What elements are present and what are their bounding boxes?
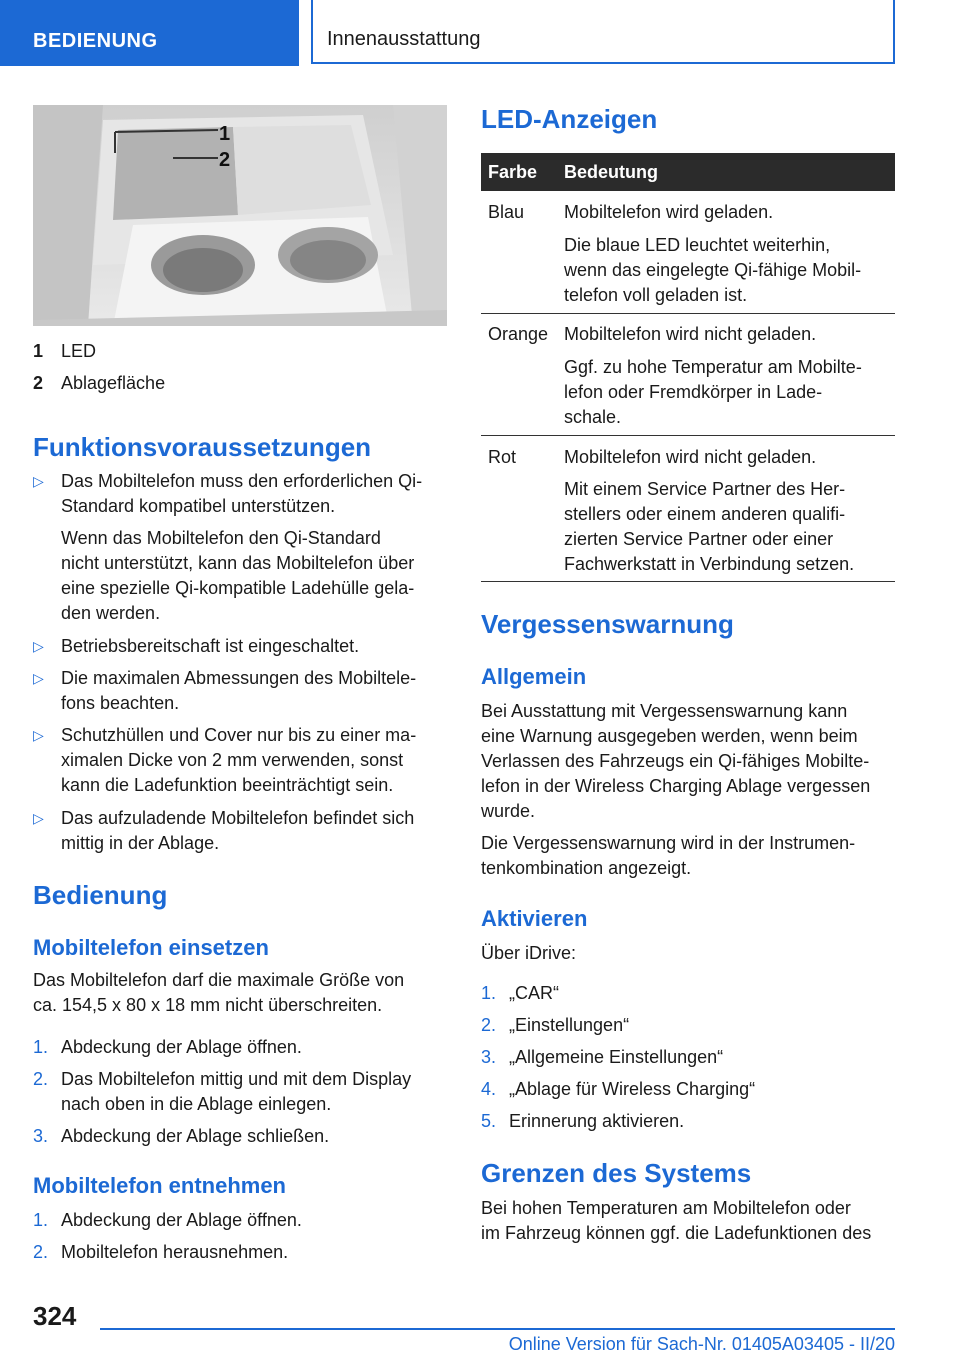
console-illustration xyxy=(33,105,447,326)
heading-mobiltelefon-einsetzen: Mobiltelefon einsetzen xyxy=(33,935,269,960)
page-number: 324 xyxy=(33,1301,77,1331)
triangle-bullet-icon: ▷ xyxy=(33,638,44,654)
col-header-farbe: Farbe xyxy=(488,162,538,182)
triangle-bullet-icon: ▷ xyxy=(33,810,44,826)
legend-num-2: 2 xyxy=(33,373,44,393)
table-divider xyxy=(481,435,895,436)
chapter-title: Innenausstattung xyxy=(311,0,895,64)
heading-funktionsvoraussetzungen: Funktionsvoraussetzungen xyxy=(33,432,372,462)
heading-mobiltelefon-entnehmen: Mobiltelefon entnehmen xyxy=(33,1173,286,1198)
heading-aktivieren: Aktivieren xyxy=(481,906,588,931)
legend-item-1: 1 xyxy=(33,341,44,361)
callout-1: 1 xyxy=(219,123,231,145)
led-table-header xyxy=(481,153,895,191)
heading-bedienung: Bedienung xyxy=(33,880,168,910)
triangle-bullet-icon: ▷ xyxy=(33,727,44,743)
triangle-bullet-icon: ▷ xyxy=(33,670,44,686)
page-header xyxy=(0,0,960,66)
online-version-note: Online Version für Sach-Nr. 01405A03405 - II/20 xyxy=(508,1334,895,1354)
heading-vergessenswarnung: Vergessenswarnung xyxy=(481,609,734,639)
legend-label-1: LED xyxy=(61,341,97,361)
heading-led-anzeigen: LED-Anzeigen xyxy=(481,104,658,134)
triangle-bullet-icon: ▷ xyxy=(33,473,44,489)
section-tab: BEDIENUNG xyxy=(0,0,299,66)
table-divider xyxy=(481,313,895,314)
col-header-bedeutung: Bedeutung xyxy=(564,162,658,182)
heading-allgemein: Allgemein xyxy=(481,664,587,689)
footer-rule xyxy=(100,1328,895,1330)
table-divider xyxy=(481,581,895,582)
heading-grenzen-des-systems: Grenzen des Systems xyxy=(481,1158,752,1188)
callout-2: 2 xyxy=(219,149,231,171)
console-photo xyxy=(33,105,447,326)
legend-label-2: Ablagefläche xyxy=(61,373,166,393)
